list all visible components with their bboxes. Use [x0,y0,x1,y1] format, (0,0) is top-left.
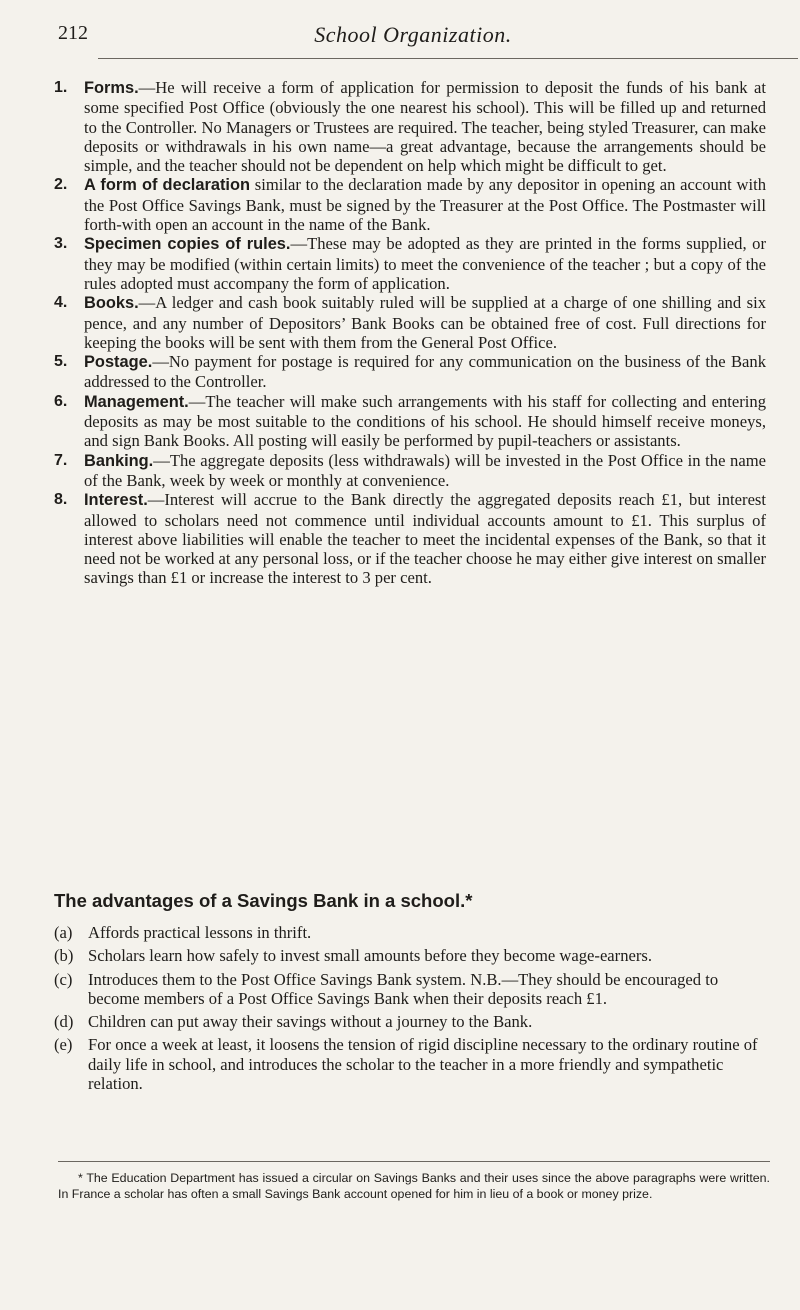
advantages-list [54,923,766,1097]
running-title: School Organization. [314,22,512,47]
item-text: —A ledger and cash book suitably ruled will be supplied at a charge of one shilling and six pence, and any number of Depositors’ Bank Books can be obtained free of cost. Full directions for keeping the books will be sent with them from the General Post Office. [84,293,766,352]
advantage-text: For once a week at least, it loosens the tension of rigid discipline necessary to the ordinary routine of daily life in school, and introduces the scholar to the teacher in a more friendly and sympathetic relation. [88,1035,758,1094]
item-heading: Postage. [84,353,153,372]
advantage-text: Affords practical lessons in thrift. [88,923,312,942]
advantage-letter: (e) [54,1035,73,1055]
advantage-letter: (b) [54,946,74,966]
advantage-item [54,923,766,942]
item-heading: Interest. [84,491,148,510]
advantage-item [54,970,766,1009]
item-heading: Management. [84,392,189,411]
list-item [54,293,766,352]
advantage-letter: (d) [54,1012,74,1032]
advantage-item [54,946,766,965]
item-number: 5. [54,353,68,371]
item-text: —Interest will accrue to the Bank directly the aggregated deposits reach £1, but interest allowed to scholars need not commence until individual accounts amount to £1. This surplus of interest above liabilities will enable the teacher to meet the incidental expenses of the Bank, so that it need not be worked at any personal loss, or if the teacher choose he may either give interest on smaller savings than £1 or increase the interest to 3 per cent. [84,490,766,588]
item-text: —The aggregate deposits (less withdrawals) will be invested in the Post Office in the name of the Bank, week by week or monthly at convenience. [84,450,766,490]
numbered-list [54,78,766,588]
item-number: 7. [54,451,68,469]
list-item [54,352,766,392]
advantage-letter: (a) [54,923,73,942]
item-number: 3. [54,235,68,253]
advantage-item [54,1012,766,1031]
list-item [54,78,766,175]
item-number: 4. [54,294,68,312]
page-number: 212 [58,22,88,44]
item-text: —These may be adopted as they are printed in the forms supplied, or they may be modified (within certain limits) to meet the convenience of the teacher ; but a copy of the rules adopted must accompany the form of application. [84,234,767,293]
item-heading: Banking. [84,451,154,470]
advantage-letter: (c) [54,969,73,989]
advantage-text: Introduces them to the Post Office Savings Bank system. N.B.—They should be encouraged to become members of a Post Office Savings Bank when their deposits reach £1. [88,969,719,1008]
advantage-item [54,1035,766,1093]
page-header [58,22,768,56]
item-text: similar to the declaration made by any depositor in opening an account with the Post Office Savings Bank, must be signed by the Treasurer at the Post Office. The Postmaster will forth-with open an account in the name of the Bank. [84,175,766,235]
list-item [54,490,766,587]
list-item [54,234,766,293]
item-text: —No payment for postage is required for any communication on the business of the Bank addressed to the Controller. [84,352,766,392]
item-heading: Forms. [84,79,139,97]
item-number: 6. [54,392,68,410]
item-heading: Specimen copies of rules. [84,235,291,254]
advantages-heading: The advantages of a Savings Bank in a school.* [54,890,473,911]
item-heading: Books. [84,294,139,313]
item-text: —The teacher will make such arrangements with his staff for collecting and entering deposits as may be most suitable to the conditions of his school. He should himself receive moneys, and sign Bank Books. All posting will easily be performed by pupil-teachers or assistants. [84,391,766,451]
list-item [54,175,766,234]
header-rule [98,58,798,59]
advantage-text: Scholars learn how safely to invest small amounts before they become wage-earners. [88,946,652,966]
item-number: 8. [54,491,68,509]
item-text: —He will receive a form of application for permission to deposit the funds of his bank at some specified Post Office (obviously the one nearest his school). This will be filled up and returned to the Controller. No Managers or Trustees are required. The teacher, being styled Treasurer, can make deposits or withdrawals in his own name—a great advantage, because the arrangements should be simple, and the teacher should not be dependent on help which might be difficult to get. [84,78,766,176]
item-number: 2. [54,176,68,194]
advantage-text: Children can put away their savings without a journey to the Bank. [88,1012,533,1032]
item-heading: A form of declaration [84,176,251,195]
footnote-rule [58,1161,770,1162]
list-item [54,451,766,491]
list-item [54,392,766,451]
item-number: 1. [54,79,68,96]
footnote: * The Education Department has issued a circular on Savings Banks and their uses since the above paragraphs were written. In France a scholar has often a small Savings Bank account opened for him in lieu of a book or money prize. [58,1171,770,1201]
